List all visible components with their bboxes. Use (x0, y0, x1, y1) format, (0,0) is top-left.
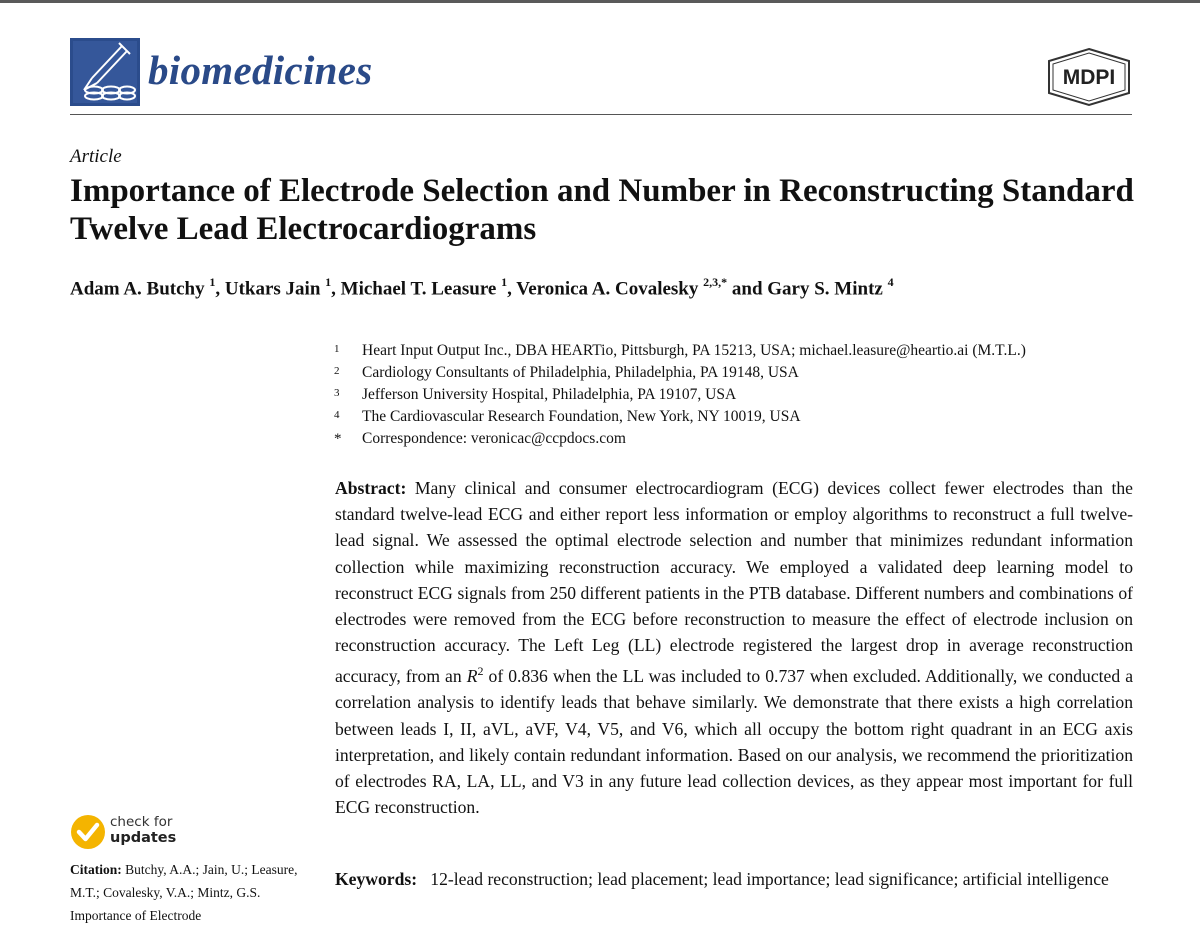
affiliation-item (334, 362, 1026, 384)
correspondence-item (334, 428, 1026, 450)
abstract-label: Abstract: (335, 478, 407, 498)
check-for-updates-link[interactable] (110, 814, 176, 846)
author-list: Adam A. Butchy $^1$, Utkars Jain $^1$, Michael T. Leasure $^1$, Veronica A. Covalesky $^{2,3,*}$ and Gary S. Mintz $^4$ (70, 275, 894, 300)
author-affiliation: 1 (209, 275, 216, 289)
r-squared-exponent: 2 (477, 664, 484, 679)
check-for-updates-icon[interactable] (70, 814, 106, 850)
affiliation-item (334, 384, 1026, 406)
author-name: Utkars Jain (224, 278, 321, 300)
biomedicines-logo-icon (70, 38, 140, 106)
affiliation-text: Heart Input Output Inc., DBA HEARTio, Pittsburgh, PA 15213, USA; michael.leasure@heartio.ai (M.T.L.) (362, 342, 1026, 359)
author-affiliation: 1 (325, 275, 332, 289)
abstract-text-part2: of 0.836 when the LL was included to 0.737 when excluded. Additionally, we conducted a correlation analysis to identify leads that behave similarly. We demonstrate that there exists a high correlation between leads I, II, aVL, aVF, V4, V5, and V6, which all occupy the bottom right quadrant in an ECG axis interpretation, and likely contain redundant information. Based on our analysis, we recommend the prioritization of electrodes RA, LA, LL, and V3 in any future lead collection devices, as they appear most important for full ECG reconstruction. (335, 666, 1134, 818)
top-border (0, 0, 1200, 3)
mdpi-logo-icon (1045, 47, 1133, 107)
check-for-updates-line1: check for (110, 814, 173, 830)
journal-name: biomedicines (148, 47, 373, 93)
affiliation-text: The Cardiovascular Research Foundation, New York, NY 10019, USA (362, 408, 801, 425)
author-affiliation: 4 (887, 275, 894, 289)
mdpi-logo-text: MDPI (1062, 66, 1116, 89)
citation-text: Butchy, A.A.; Jain, U.; Leasure, M.T.; Covalesky, V.A.; Mintz, G.S. Importance of Electrode (70, 862, 298, 923)
affiliation-text: Jefferson University Hospital, Philadelphia, PA 19107, USA (362, 386, 737, 403)
affiliation-mark: 3 (334, 387, 340, 399)
affiliation-mark: 4 (334, 409, 340, 421)
keywords-label: Keywords: (335, 869, 418, 889)
correspondence-text: Correspondence: veronicac@ccpdocs.com (362, 430, 626, 447)
article-type: Article (70, 146, 122, 167)
r-squared-symbol: R (466, 666, 478, 687)
affiliation-mark: 1 (334, 343, 340, 355)
author-affiliation: 1 (501, 275, 508, 289)
author-affiliation: 2,3,* (703, 275, 728, 289)
paper-title: Importance of Electrode Selection and Number in Reconstructing Standard Twelve Lead Electrocardiograms (70, 173, 1134, 247)
affiliation-item (334, 406, 1026, 428)
citation (70, 858, 315, 927)
author-name: Gary S. Mintz (767, 278, 883, 300)
abstract (335, 475, 1133, 821)
check-for-updates-line2: updates (110, 830, 177, 846)
header-divider (70, 114, 1132, 115)
affiliations-list (334, 340, 1026, 450)
abstract-text-part1: Many clinical and consumer electrocardiogram (ECG) devices collect fewer electrodes than the standard twelve-lead ECG and either report less information or employ algorithms to reconstruct a full twelve-lead signal. We assessed the optimal electrode selection and number that minimizes redundant information collection while maximizing reconstruction accuracy. We employed a validated deep learning model to reconstruct ECG signals from 250 different patients in the PTB database. Different numbers and combinations of electrodes were removed from the ECG before reconstruction to measure the effect of electrode inclusion on reconstruction accuracy. The Left Leg (LL) electrode registered the largest drop in average reconstruction accuracy, from an (335, 478, 1133, 687)
author-name: Michael T. Leasure (340, 278, 497, 300)
citation-label: Citation: (70, 862, 122, 877)
affiliation-mark: * (334, 431, 342, 447)
author-name: Veronica A. Covalesky (516, 278, 699, 300)
affiliation-text: Cardiology Consultants of Philadelphia, Philadelphia, PA 19148, USA (362, 364, 799, 381)
affiliation-item (334, 340, 1026, 362)
keywords (335, 866, 1133, 892)
author-name: Adam A. Butchy (70, 278, 205, 300)
keywords-text: 12-lead reconstruction; lead placement; lead importance; lead significance; artificial intelligence (430, 869, 1109, 889)
affiliation-mark: 2 (334, 365, 340, 377)
